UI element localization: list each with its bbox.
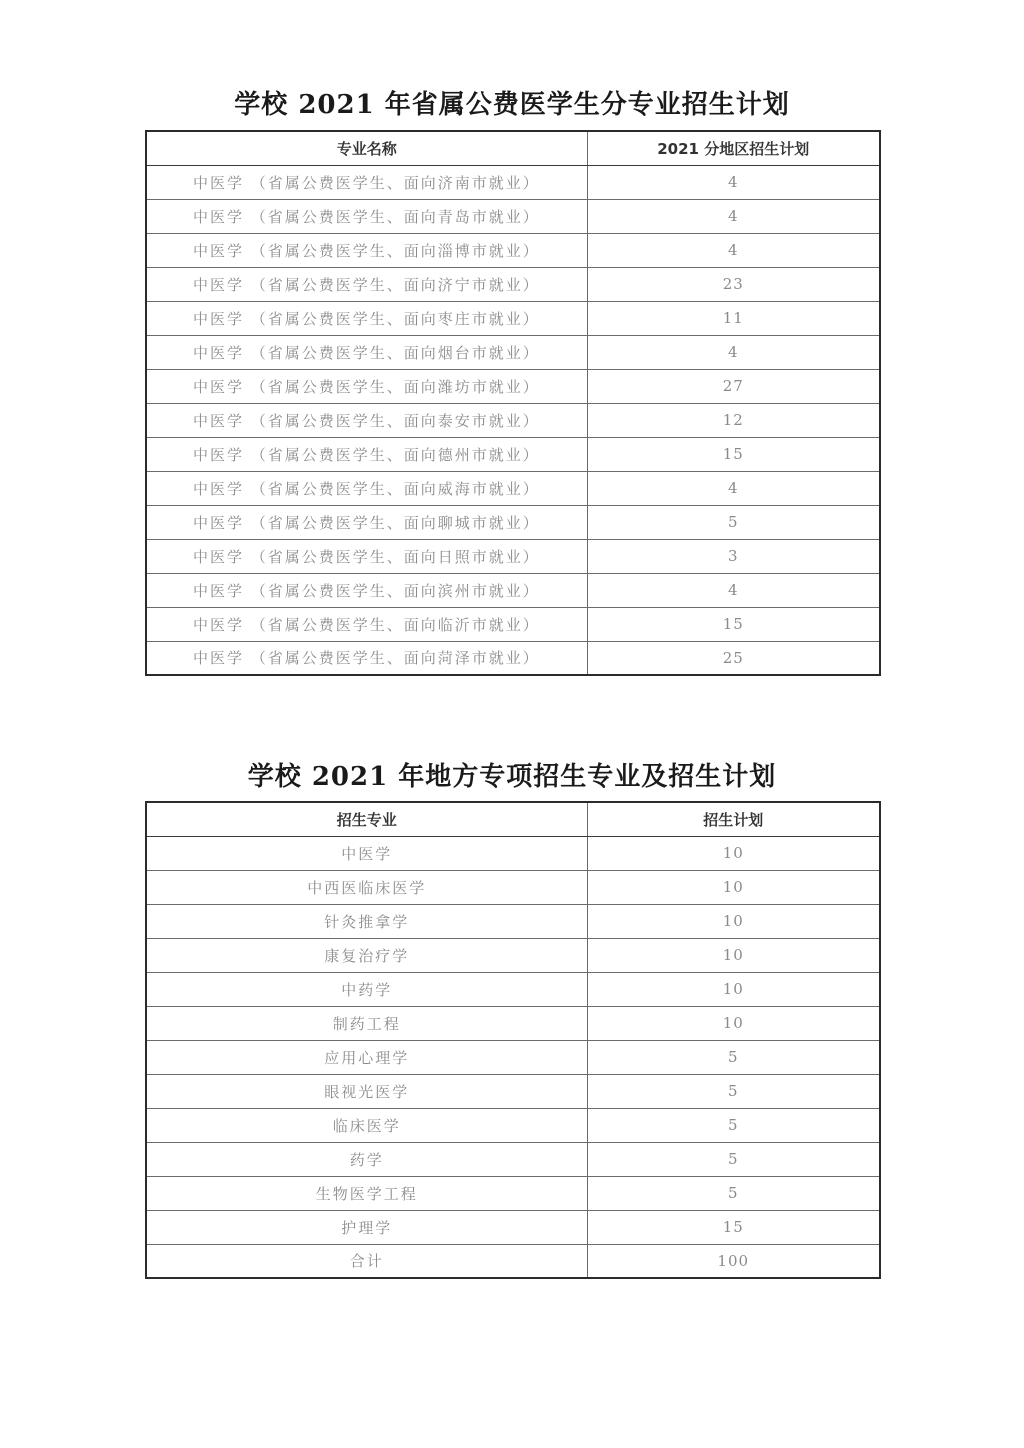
table-row (146, 938, 880, 972)
plan-count-cell: 10 (587, 904, 880, 938)
table-header-row (146, 131, 880, 165)
table-row (146, 1108, 880, 1142)
column-header-major: 招生专业 (146, 802, 587, 836)
plan-count-cell: 11 (587, 301, 880, 335)
major-name-cell: 针灸推拿学 (146, 904, 587, 938)
table-row (146, 836, 880, 870)
table-row (146, 870, 880, 904)
table-row (146, 1006, 880, 1040)
major-name-cell: 药学 (146, 1142, 587, 1176)
major-name-cell: 中医学 （省属公费医学生、面向临沂市就业） (146, 607, 587, 641)
plan-count-cell: 4 (587, 233, 880, 267)
table-row (146, 199, 880, 233)
plan-count-cell: 15 (587, 607, 880, 641)
plan-count-cell: 5 (587, 1142, 880, 1176)
plan-count-cell: 5 (587, 1108, 880, 1142)
major-name-cell: 中药学 (146, 972, 587, 1006)
major-name-cell: 中医学 （省属公费医学生、面向济南市就业） (146, 165, 587, 199)
major-name-cell: 中医学 （省属公费医学生、面向菏泽市就业） (146, 641, 587, 675)
special-plan-table (145, 801, 881, 1279)
table1-title: 学校 2021 年省属公费医学生分专业招生计划 (234, 90, 790, 120)
plan-count-cell: 100 (587, 1244, 880, 1278)
column-header-major: 专业名称 (146, 131, 587, 165)
table-row (146, 1210, 880, 1244)
table-row (146, 335, 880, 369)
major-name-cell: 中医学 （省属公费医学生、面向烟台市就业） (146, 335, 587, 369)
major-name-cell: 康复治疗学 (146, 938, 587, 972)
plan-count-cell: 4 (587, 471, 880, 505)
major-name-cell: 中西医临床医学 (146, 870, 587, 904)
plan-count-cell: 4 (587, 335, 880, 369)
plan-count-cell: 10 (587, 870, 880, 904)
plan-count-cell: 27 (587, 369, 880, 403)
table-row (146, 607, 880, 641)
plan-count-cell: 15 (587, 1210, 880, 1244)
major-name-cell: 中医学 (146, 836, 587, 870)
plan-count-cell: 5 (587, 1040, 880, 1074)
major-name-cell: 生物医学工程 (146, 1176, 587, 1210)
column-header-plan: 招生计划 (587, 802, 880, 836)
table-row (146, 1244, 880, 1278)
major-name-cell: 眼视光医学 (146, 1074, 587, 1108)
major-name-cell: 中医学 （省属公费医学生、面向聊城市就业） (146, 505, 587, 539)
plan-count-cell: 10 (587, 972, 880, 1006)
major-name-cell: 中医学 （省属公费医学生、面向济宁市就业） (146, 267, 587, 301)
table-header-row (146, 802, 880, 836)
table-row (146, 539, 880, 573)
table-row (146, 233, 880, 267)
major-name-cell: 临床医学 (146, 1108, 587, 1142)
major-name-cell: 护理学 (146, 1210, 587, 1244)
plan-count-cell: 4 (587, 165, 880, 199)
table-row (146, 1142, 880, 1176)
major-name-cell: 中医学 （省属公费医学生、面向潍坊市就业） (146, 369, 587, 403)
plan-count-cell: 25 (587, 641, 880, 675)
table-row (146, 972, 880, 1006)
table-row (146, 471, 880, 505)
plan-count-cell: 4 (587, 573, 880, 607)
table-row (146, 1176, 880, 1210)
table-row (146, 165, 880, 199)
major-name-cell: 制药工程 (146, 1006, 587, 1040)
table2-title: 学校 2021 年地方专项招生专业及招生计划 (247, 762, 777, 792)
table-row (146, 1040, 880, 1074)
plan-count-cell: 4 (587, 199, 880, 233)
major-name-cell: 中医学 （省属公费医学生、面向德州市就业） (146, 437, 587, 471)
column-header-plan: 2021 分地区招生计划 (587, 131, 880, 165)
table-row (146, 1074, 880, 1108)
table-row (146, 403, 880, 437)
plan-count-cell: 3 (587, 539, 880, 573)
table-row (146, 573, 880, 607)
table-row (146, 505, 880, 539)
major-name-cell: 合计 (146, 1244, 587, 1278)
major-name-cell: 中医学 （省属公费医学生、面向泰安市就业） (146, 403, 587, 437)
plan-count-cell: 15 (587, 437, 880, 471)
plan-count-cell: 5 (587, 505, 880, 539)
major-name-cell: 中医学 （省属公费医学生、面向日照市就业） (146, 539, 587, 573)
plan-count-cell: 10 (587, 1006, 880, 1040)
plan-count-cell: 12 (587, 403, 880, 437)
major-name-cell: 应用心理学 (146, 1040, 587, 1074)
table-row (146, 904, 880, 938)
major-name-cell: 中医学 （省属公费医学生、面向威海市就业） (146, 471, 587, 505)
table-row (146, 267, 880, 301)
plan-count-cell: 10 (587, 836, 880, 870)
plan-count-cell: 23 (587, 267, 880, 301)
plan-count-cell: 10 (587, 938, 880, 972)
major-name-cell: 中医学 （省属公费医学生、面向淄博市就业） (146, 233, 587, 267)
plan-count-cell: 5 (587, 1074, 880, 1108)
regional-plan-table (145, 130, 881, 676)
major-name-cell: 中医学 （省属公费医学生、面向枣庄市就业） (146, 301, 587, 335)
table-row (146, 369, 880, 403)
table-row (146, 641, 880, 675)
plan-count-cell: 5 (587, 1176, 880, 1210)
major-name-cell: 中医学 （省属公费医学生、面向青岛市就业） (146, 199, 587, 233)
table-row (146, 437, 880, 471)
major-name-cell: 中医学 （省属公费医学生、面向滨州市就业） (146, 573, 587, 607)
table-row (146, 301, 880, 335)
